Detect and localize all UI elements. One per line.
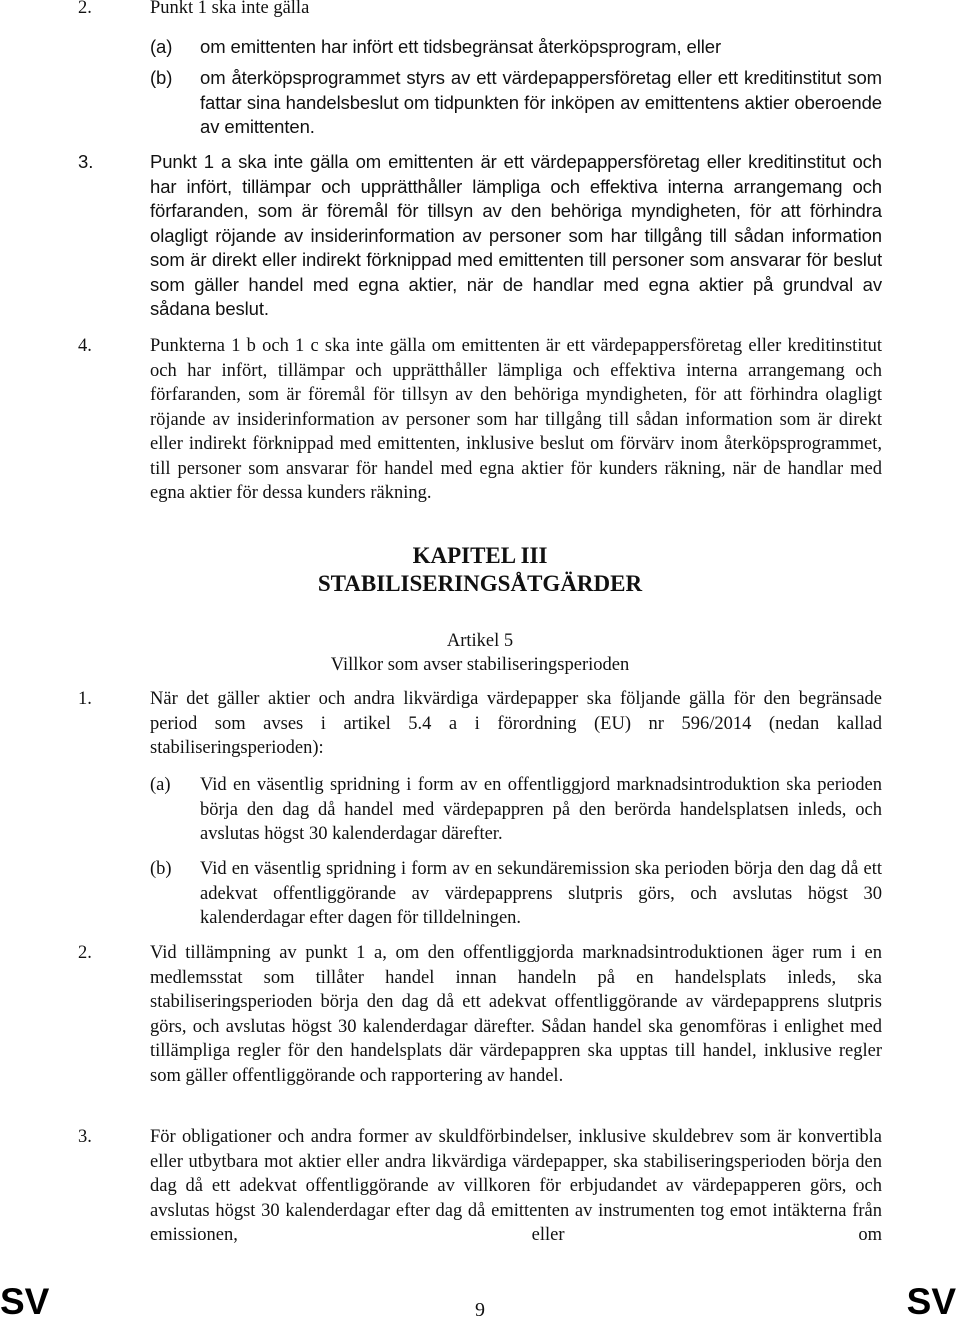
paragraph-text: Punkterna 1 b och 1 c ska inte gälla om emittenten är ett värdepappersföretag eller kreditinstitut och har infört, tillämpar och upprätthåller lämpliga och effektiva interna arrangemang och förfaranden, som är föremål för tillsyn av den behöriga myndigheten, för att förhindra olagligt röjande av insiderinformation av personer som har tillgång till sådan information som är direkt eller indirekt förknippad med emittenten, inklusive beslut om förvärv inom återköpsprogrammet, till personer som ansvarar för handel med egna aktier för kunders räkning, när de handlar med egna aktier för dessa kunders räkning. [150,336,882,503]
paragraph-text: Punkt 1 a ska inte gälla om emittenten är ett värdepappersföretag eller kreditinstitut och har infört, tillämpar och upprätthåller lämpliga och effektiva interna arrangemang och förfaranden, som är föremål för tillsyn av den behöriga myndigheten, för att förhindra olagligt röjande av insiderinformation av personer som har tillgång till sådan information som är direkt eller indirekt förknippad med emittenten till personer som ansvarar för beslut som gäller handel med egna aktier, när de handlar med egna aktier på grundval av sådana beslut. [150,151,882,319]
paragraph-number: 2. [78,0,92,18]
paragraph-text: Punkt 1 ska inte gälla [150,0,310,18]
article-paragraph-1 [78,687,882,761]
sub-item-text: om återköpsprogrammet styrs av ett värdepappersföretag eller ett kreditinstitut som fattar sina handelsbeslut om tidpunkten för inköpen av emittentens aktier oberoende av emittenten. [200,67,882,137]
article-subtitle: Villkor som avser stabiliseringsperioden [330,655,630,675]
article-paragraph-2 [78,941,882,1088]
sub-item-b [150,857,882,931]
paragraph-2 [78,0,882,21]
page-number: 9 [475,1299,485,1321]
paragraph-4 [78,334,882,506]
sub-item-text: Vid en väsentlig spridning i form av en offentliggjord marknadsintroduktion ska perioden börja den dag då handel med värdepappren på den berörda handelsplatsen inleds, och avslutas högst 30 kalenderdagar därefter. [200,775,882,844]
chapter-number: KAPITEL III [412,543,548,568]
sub-item-a [150,773,882,847]
sub-item-label: (a) [150,775,171,795]
sub-item-label: (b) [150,67,173,88]
sub-item-b [150,66,882,140]
language-code-right: SV [906,1281,956,1322]
paragraph-number: 1. [78,689,92,709]
sub-item-label: (b) [150,859,172,879]
paragraph-number: 2. [78,943,92,963]
language-code-left: SV [0,1281,50,1322]
sub-item-text: Vid en väsentlig spridning i form av en sekundäremission ska perioden börja den dag då ett adekvat offentliggörande av värdepapprens slutpris görs, och avslutas högst 30 kalenderdagar efter dagen för tilldelningen. [200,859,882,928]
paragraph-number: 4. [78,336,92,356]
article-title: Artikel 5 [446,631,514,651]
paragraph-text: När det gäller aktier och andra likvärdiga värdepapper ska följande gälla för den begränsade period som avses i artikel 5.4 a i förordning (EU) nr 596/2014 (nedan kallad stabiliseringsperioden): [150,689,882,758]
paragraph-3 [78,150,882,322]
sub-item-a [150,35,882,60]
article-paragraph-3 [78,1125,882,1248]
sub-item-text: om emittenten har infört ett tidsbegränsat återköpsprogram, eller [200,36,722,57]
sub-item-label: (a) [150,36,173,57]
paragraph-text: För obligationer och andra former av skuldförbindelser, inklusive skuldebrev som är konvertibla eller utbytbara mot aktier eller andra likvärdiga värdepapper, ska stabiliseringsperioden börja den dag då ett adekvat offentliggörande av villkoren för erbjudandet av värdepapperen görs, och avslutas högst 30 kalenderdagar efter dag då emittenten av instrumenten tog emot intäkterna från emissionen, eller om [150,1127,882,1245]
paragraph-number: 3. [78,1127,92,1147]
chapter-title: STABILISERINGSÅTGÄRDER [317,571,643,596]
paragraph-number: 3. [78,151,94,172]
paragraph-text: Vid tillämpning av punkt 1 a, om den offentliggjorda marknadsintroduktionen äger rum i en medlemsstat som tillåter handel innan handeln på en handelsplats inleds, ska stabiliseringsperioden börja den dag då ett adekvat offentliggörande av värdepapprens slutpris görs, och avslutas högst 30 kalenderdagar därefter. Sådan handel ska genomföras i enlighet med tillämpliga regler för den handelsplats där värdepappren ska upptas till handel, inklusive regler som gäller offentliggörande och rapportering av handel. [150,943,882,1086]
